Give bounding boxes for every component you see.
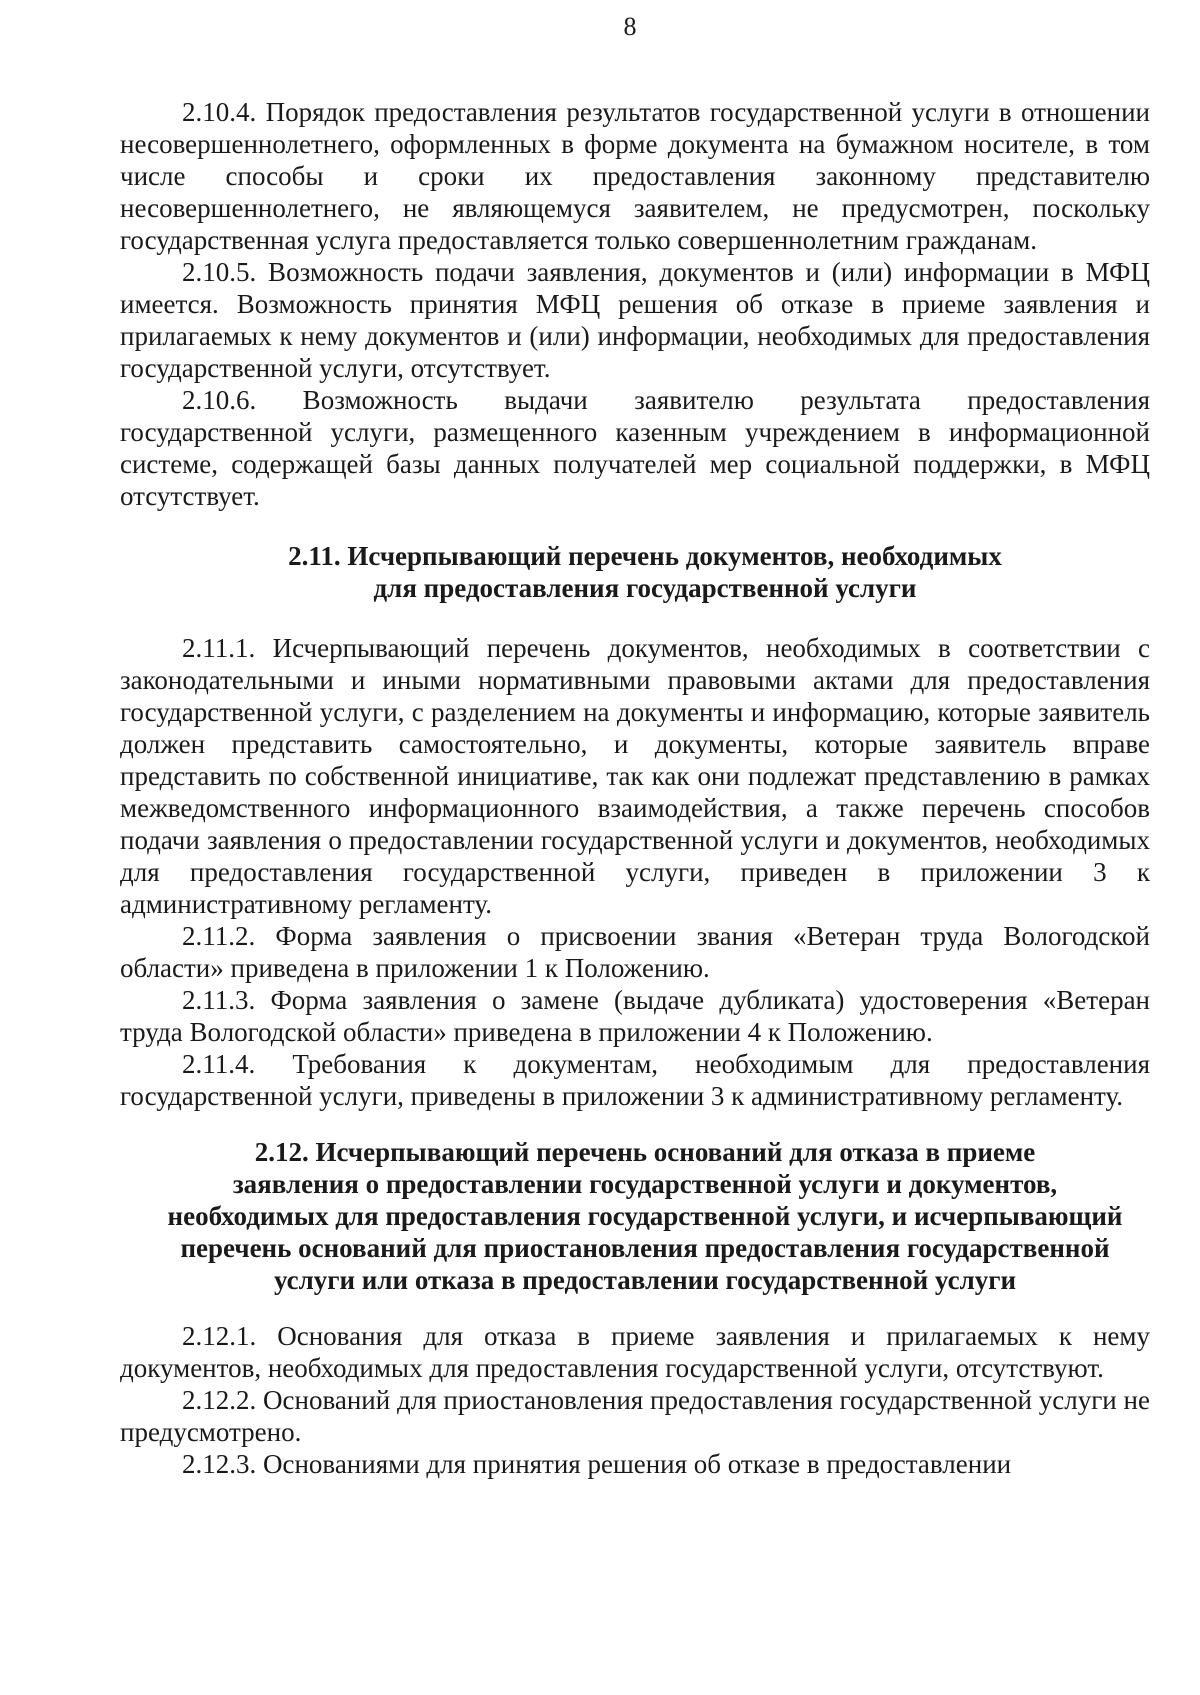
section-heading-2-12-line-3: необходимых для предоставления государственной услуги, и исчерпывающий [167,1201,1123,1231]
paragraph-2-12-1: 2.12.1. Основания для отказа в приеме заявления и прилагаемых к нему документов, необходимых для предоставления государственной услуги, отсутствуют. [120,1321,1150,1383]
paragraph-2-10-4: 2.10.4. Порядок предоставления результатов государственной услуги в отношении несовершеннолетнего, оформленных в форме документа на бумажном носителе, в том числе способы и сроки их предоставления законному представителю несовершеннолетнего, не являющемуся заявителем, не предусмотрен, поскольку государственная услуга предоставляется только совершеннолетним гражданам. [120,97,1150,255]
paragraph-2-10-6: 2.10.6. Возможность выдачи заявителю результата предоставления государственной услуги, размещенного казенным учреждением в информационной системе, содержащей базы данных получателей мер социальной поддержки, в МФЦ отсутствует. [120,385,1150,511]
page-number: 8 [623,12,637,41]
paragraph-2-11-3: 2.11.3. Форма заявления о замене (выдаче дубликата) удостоверения «Ветеран труда Вологодской области» приведена в приложении 4 к Положению. [120,985,1150,1047]
paragraph-2-10-5: 2.10.5. Возможность подачи заявления, документов и (или) информации в МФЦ имеется. Возможность принятия МФЦ решения об отказе в приеме заявления и прилагаемых к нему документов и (или) информации, необходимых для предоставления государственной услуги, отсутствует. [120,257,1150,383]
section-heading-2-11 [120,540,1150,604]
section-heading-2-12 [120,1136,1150,1296]
section-heading-2-11-line-2: для предоставления государственной услуги [373,573,917,603]
paragraph-2-12-3: 2.12.3. Основаниями для принятия решения об отказе в предоставлении [182,1449,1012,1479]
document-body [120,96,1150,1480]
section-heading-2-11-line-1: 2.11. Исчерпывающий перечень документов, необходимых [288,541,1002,571]
section-heading-2-12-line-1: 2.12. Исчерпывающий перечень оснований для отказа в приеме [254,1137,1036,1167]
section-heading-2-12-line-4: перечень оснований для приостановления предоставления государственной [180,1233,1110,1263]
section-heading-2-12-line-5: услуги или отказа в предоставлении государственной услуги [273,1265,1017,1295]
paragraph-2-11-4: 2.11.4. Требования к документам, необходимым для предоставления государственной услуги, приведены в приложении 3 к административному регламенту. [120,1049,1150,1111]
paragraph-2-11-2: 2.11.2. Форма заявления о присвоении звания «Ветеран труда Вологодской области» приведена в приложении 1 к Положению. [120,921,1150,983]
paragraph-2-11-1: 2.11.1. Исчерпывающий перечень документов, необходимых в соответствии с законодательными и иными нормативными правовыми актами для предоставления государственной услуги, с разделением на документы и информацию, которые заявитель должен представить самостоятельно, и документы, которые заявитель вправе представить по собственной инициативе, так как они подлежат представлению в рамках межведомственного информационного взаимодействия, а также перечень способов подачи заявления о предоставлении государственной услуги и документов, необходимых для предоставления государственной услуги, приведен в приложении 3 к административному регламенту. [120,633,1150,919]
paragraph-2-12-2: 2.12.2. Оснований для приостановления предоставления государственной услуги не предусмотрено. [120,1385,1150,1447]
section-heading-2-12-line-2: заявления о предоставлении государственной услуги и документов, [232,1169,1058,1199]
